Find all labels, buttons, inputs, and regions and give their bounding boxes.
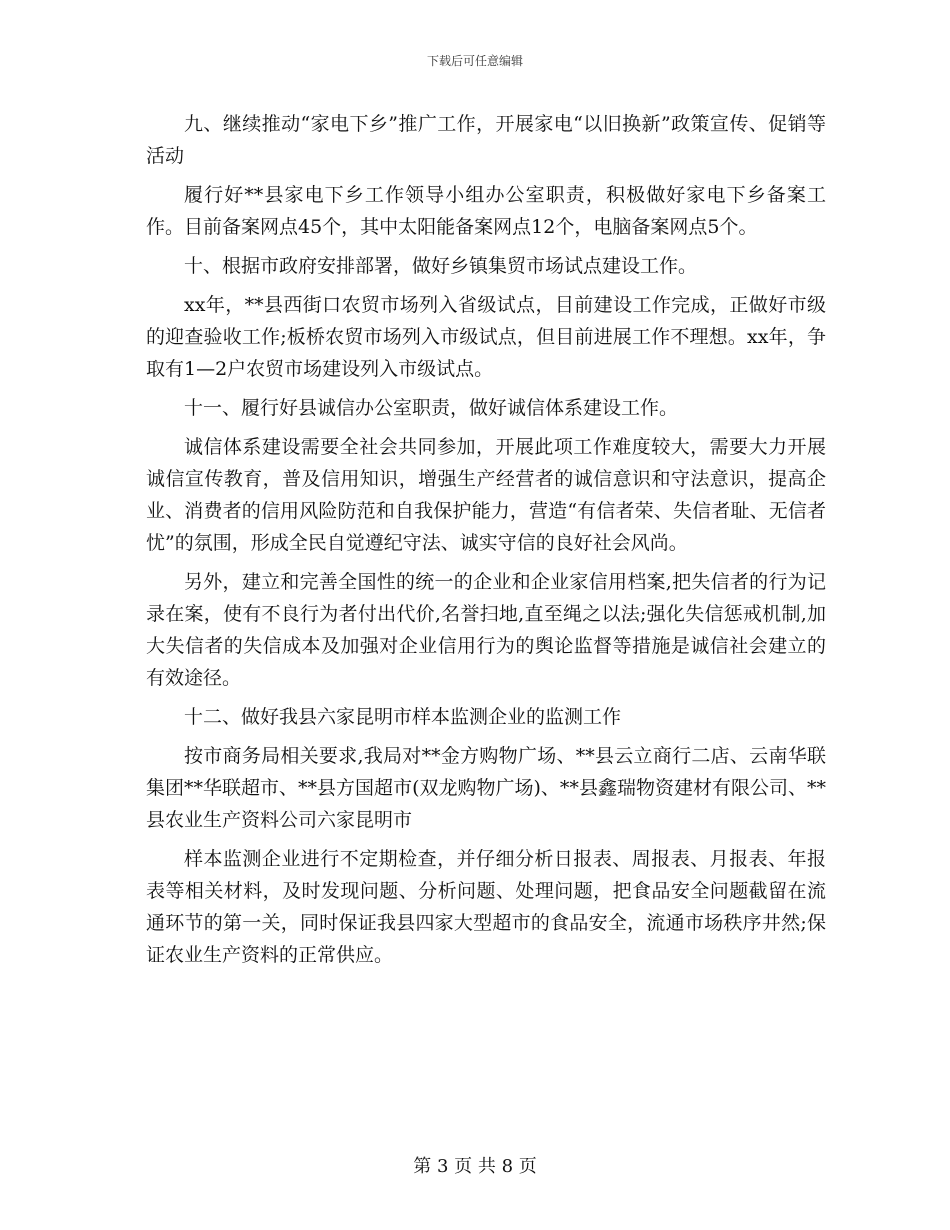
- paragraph-heading-12: 十二、做好我县六家昆明市样本监测企业的监测工作: [184, 706, 622, 728]
- paragraph-heading-11: 十一、履行好县诚信办公室职责，做好诚信体系建设工作。: [184, 397, 679, 419]
- paragraph: 按市商务局相关要求,我局对**金方购物广场、**县云立商行二店、云南华联集团**华联超市、**县方国超市(双龙购物广场)、**县鑫瑞物资建材有限公司、**县农业生产资料公司六家昆明市: [146, 745, 826, 831]
- paragraph: 样本监测企业进行不定期检查，并仔细分析日报表、周报表、月报表、年报表等相关材料，及时发现问题、分析问题、处理问题，把食品安全问题截留在流通环节的第一关，同时保证我县四家大型超市的食品安全，流通市场秩序井然;保证农业生产资料的正常供应。: [146, 848, 826, 966]
- paragraph: 诚信体系建设需要全社会共同参加，开展此项工作难度较大，需要大力开展诚信宣传教育，普及信用知识，增强生产经营者的诚信意识和守法意识，提高企业、消费者的信用风险防范和自我保护能力，营造“有信者荣、失信者耻、无信者忧”的氛围，形成全民自觉遵纪守法、诚实守信的良好社会风尚。: [146, 436, 826, 554]
- document-body: [146, 108, 826, 978]
- paragraph-heading-9: 九、继续推动“家电下乡”推广工作，开展家电“以旧换新”政策宣传、促销等活动: [146, 113, 826, 167]
- page-number-footer: 第 3 页 共 8 页: [413, 1156, 537, 1177]
- paragraph: xx年，**县西街口农贸市场列入省级试点，目前建设工作完成，正做好市级的迎查验收工作;板桥农贸市场列入市级试点，但目前进展工作不理想。xx年，争取有1—2户农贸市场建设列入市级试点。: [146, 294, 826, 380]
- paragraph: 履行好**县家电下乡工作领导小组办公室职责，积极做好家电下乡备案工作。目前备案网点45个，其中太阳能备案网点12个，电脑备案网点5个。: [146, 184, 826, 238]
- paragraph: 另外，建立和完善全国性的统一的企业和企业家信用档案,把失信者的行为记录在案，使有不良行为者付出代价,名誉扫地,直至绳之以法;强化失信惩戒机制,加大失信者的失信成本及加强对企业信用行为的舆论监督等措施是诚信社会建立的有效途径。: [146, 571, 826, 689]
- paragraph-heading-10: 十、根据市政府安排部署，做好乡镇集贸市场试点建设工作。: [184, 255, 698, 277]
- page-header-note: 下载后可任意编辑: [426, 54, 523, 68]
